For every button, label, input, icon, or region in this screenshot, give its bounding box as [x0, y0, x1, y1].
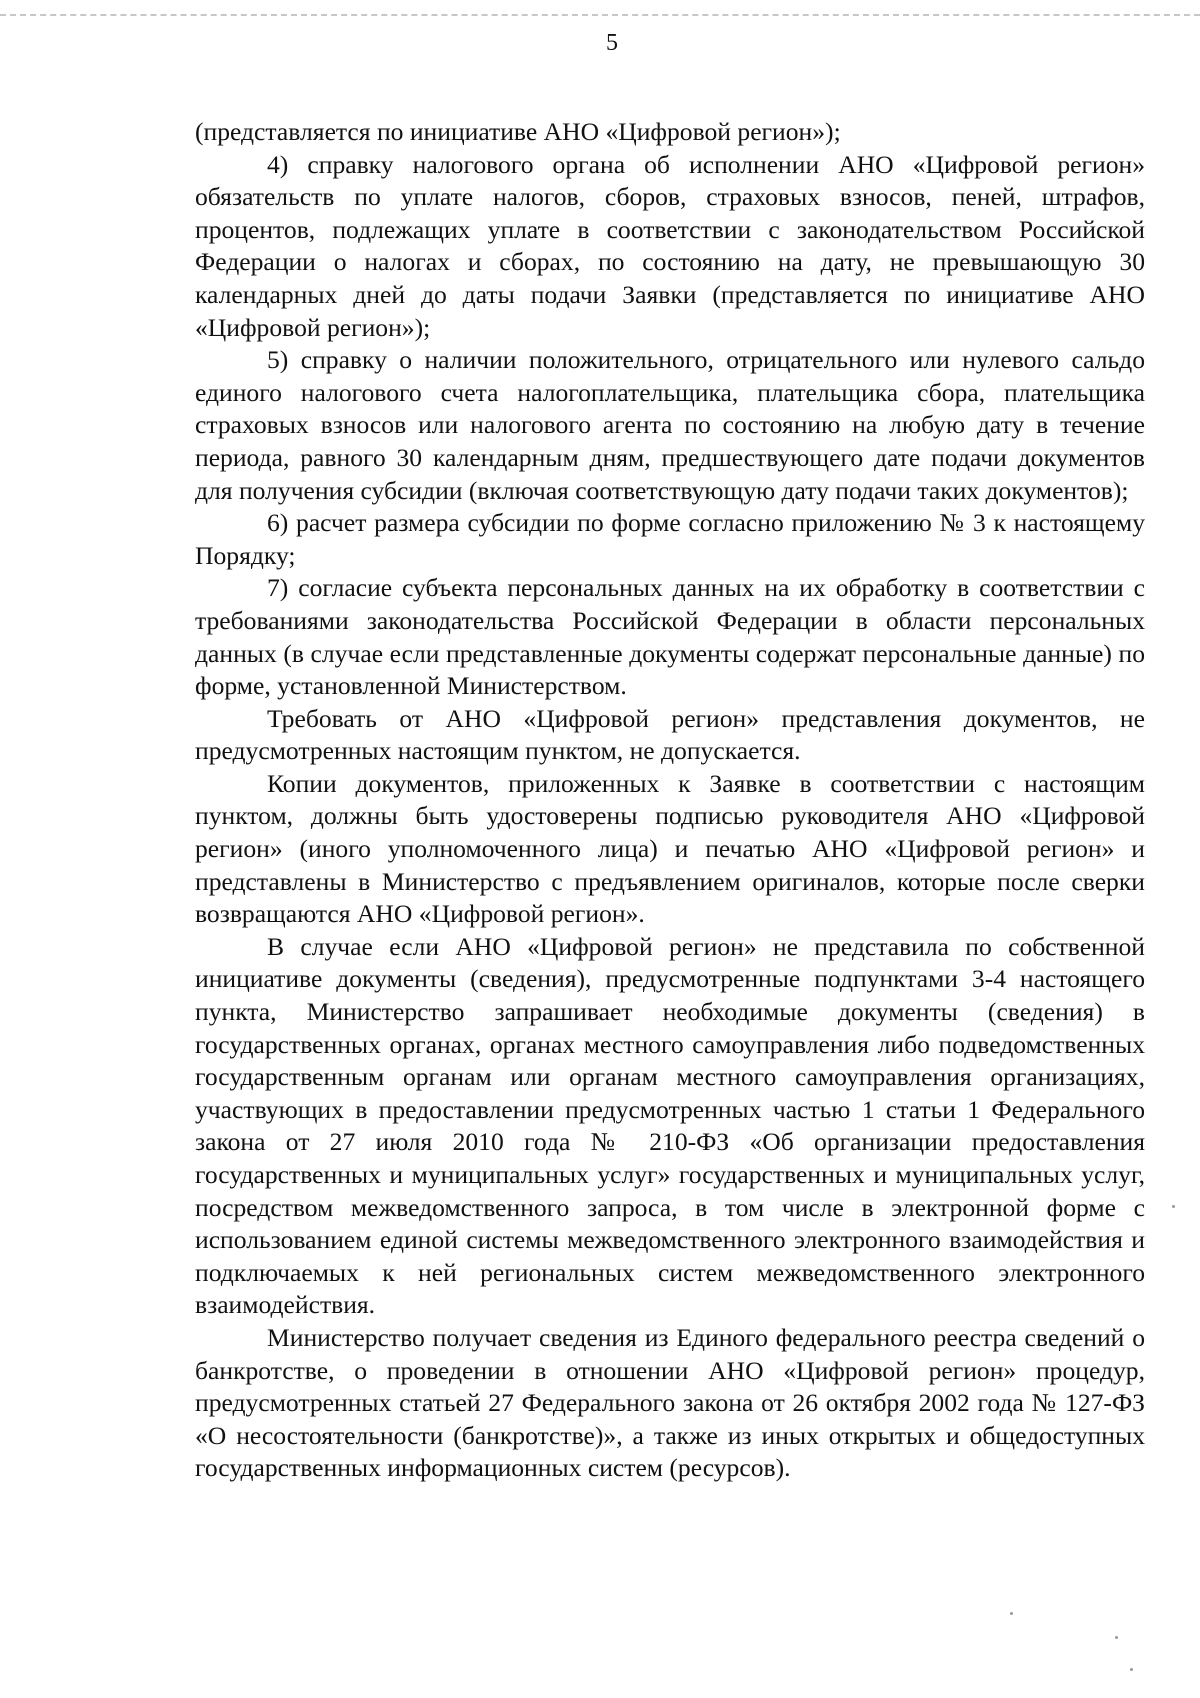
paragraph-continuation: (представляется по инициативе АНО «Цифровой регион»);	[195, 117, 841, 146]
list-item-5: 5) справку о наличии положительного, отрицательного или нулевого сальдо единого налогового счета налогоплательщика, плательщика сбора, плательщика страховых взносов или налогового агента по состоянию на любую дату в течение периода, равного 30 календарным дням, предшествующего дате подачи документов для получения субсидии (включая соответствующую дату подачи таких документов);	[195, 345, 1145, 505]
scan-speck	[1115, 1636, 1118, 1639]
list-item-4: 4) справку налогового органа об исполнении АНО «Цифровой регион» обязательств по уплате налогов, сборов, страховых взносов, пеней, штрафов, процентов, подлежащих уплате в соответствии с законодательством Российской Федерации о налогах и сборах, по состоянию на дату, не превышающую 30 календарных дней до даты подачи Заявки (представляется по инициативе АНО «Цифровой регион»);	[195, 149, 1145, 342]
scan-edge-line	[0, 14, 1200, 16]
paragraph-copies: Копии документов, приложенных к Заявке в соответствии с настоящим пунктом, должны быть удостоверены подписью руководителя АНО «Цифровой регион» (иного уполномоченного лица) и печатью АНО «Цифровой регион» и представлены в Министерство с предъявлением оригиналов, которые после сверки возвращаются АНО «Цифровой регион».	[195, 768, 1145, 929]
scan-speck	[1010, 1612, 1013, 1615]
scan-speck	[1172, 1205, 1175, 1208]
list-item-6: 6) расчет размера субсидии по форме согласно приложению № 3 к настоящему Порядку;	[195, 508, 1145, 570]
list-item-7: 7) согласие субъекта персональных данных на их обработку в соответствии с требованиями законодательства Российской Федерации в области персональных данных (в случае если представленные документы содержат персональные данные) по форме, установленной Министерством.	[195, 573, 1145, 701]
paragraph-bankruptcy-registry: Министерство получает сведения из Единого федерального реестра сведений о банкротстве, о проведении в отношении АНО «Цифровой регион» процедур, предусмотренных статьей 27 Федерального закона от 26 октября 2002 года № 127-ФЗ «О несостоятельности (банкротстве)», а также из иных открытых и общедоступных государственных информационных систем (ресурсов).	[195, 1322, 1145, 1483]
scan-speck	[1130, 1668, 1133, 1671]
page-number: 5	[606, 30, 618, 56]
document-body	[195, 116, 1145, 1485]
paragraph-interagency-request: В случае если АНО «Цифровой регион» не представила по собственной инициативе документы (сведения), предусмотренные подпунктами 3-4 настоящего пункта, Министерство запрашивает необходимые документы (сведения) в государственных органах, органах местного самоуправления либо подведомственных государственным органам или органам местного самоуправления организациях, участвующих в предоставлении предусмотренных частью 1 статьи 1 Федерального закона от 27 июля 2010 года № 210-ФЗ «Об организации предоставления государственных и муниципальных услуг» государственных и муниципальных услуг, посредством межведомственного запроса, в том числе в электронной форме с использованием единой системы межведомственного электронного взаимодействия и подключаемых к ней региональных систем межведомственного электронного взаимодействия.	[195, 931, 1145, 1320]
paragraph-requirements: Требовать от АНО «Цифровой регион» представления документов, не предусмотренных настоящим пунктом, не допускается.	[195, 703, 1145, 766]
